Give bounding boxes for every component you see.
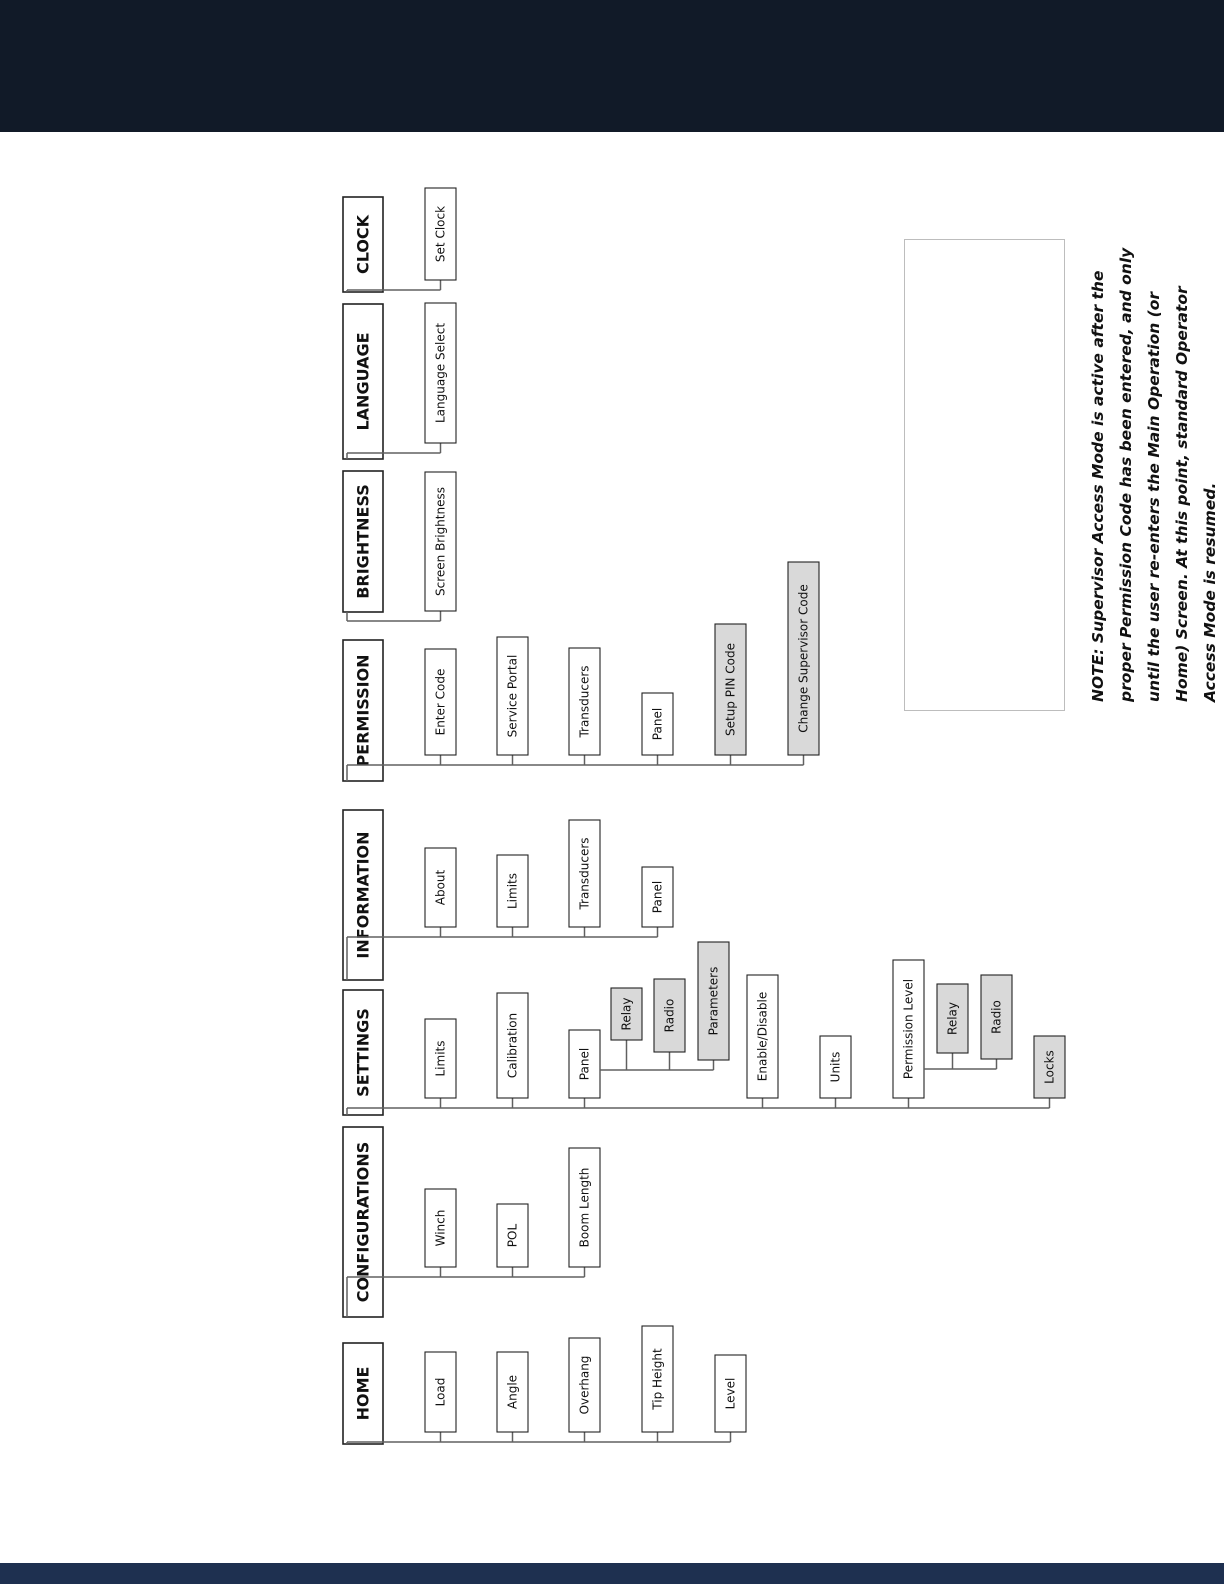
menu-item-brightness-screen-brightness: [425, 472, 456, 611]
menu-item-home-level-label: Level: [723, 1377, 738, 1410]
menu-header-settings-title: SETTINGS: [353, 1008, 373, 1097]
menu-item-configurations-pol: [497, 1204, 528, 1267]
menu-item-home-tip-height-label: Tip Height: [650, 1348, 665, 1410]
menu-item-home-overhang: [569, 1338, 600, 1432]
menu-header-permission-title: PERMISSION: [353, 654, 373, 767]
menu-item-language-language-select-label: Language Select: [433, 322, 448, 424]
note-line: until the user re-enters the Main Operation (or: [1145, 291, 1163, 702]
menu-item-permission-transducers-label: Transducers: [577, 665, 592, 738]
menu-item-information-panel: [642, 867, 673, 927]
note-line: Access Mode is resumed.: [1201, 482, 1219, 702]
menu-item-permission-service-portal: [497, 637, 528, 755]
menu-header-configurations: [343, 1127, 383, 1317]
menu-item-permission-service-portal-label: Service Portal: [505, 654, 520, 738]
menu-item-permission-enter-code: [425, 649, 456, 755]
menu-item-clock-set-clock-label: Set Clock: [433, 205, 448, 263]
menu-item-settings-calibration: [497, 993, 528, 1098]
menu-item-home-angle: [497, 1352, 528, 1432]
menu-item-configurations-boom-length: [569, 1148, 600, 1267]
menu-item-home-level: [715, 1355, 746, 1432]
menu-header-information-title: INFORMATION: [353, 831, 373, 959]
submenu-item-permission-level-radio: [981, 975, 1012, 1059]
menu-item-settings-enable-disable: [747, 975, 778, 1098]
menu-header-language: [343, 304, 383, 459]
menu-header-information: [343, 810, 383, 980]
menu-item-settings-panel-label: Panel: [577, 1047, 592, 1081]
submenu-item-panel-parameters: [698, 942, 729, 1060]
menu-item-permission-setup-pin-code-label: Setup PIN Code: [723, 642, 738, 737]
menu-item-information-panel-label: Panel: [650, 880, 665, 914]
menu-item-permission-panel-label: Panel: [650, 707, 665, 741]
menu-item-configurations-boom-length-label: Boom Length: [577, 1167, 592, 1248]
menu-header-clock-title: CLOCK: [353, 214, 373, 275]
menu-header-settings: [343, 990, 383, 1115]
submenu-item-permission-level-relay-label: Relay: [945, 1002, 960, 1035]
menu-item-information-about: [425, 848, 456, 927]
bottom-banner: [0, 1563, 1224, 1584]
note-text: [1084, 246, 1224, 702]
menu-item-permission-setup-pin-code: [715, 624, 746, 755]
menu-item-settings-locks-label: Locks: [1042, 1050, 1057, 1084]
menu-header-language-title: LANGUAGE: [353, 332, 373, 431]
menu-header-clock: [343, 197, 383, 292]
menu-item-home-load-label: Load: [433, 1377, 448, 1407]
menu-header-home: [343, 1343, 383, 1444]
menu-header-configurations-title: CONFIGURATIONS: [353, 1141, 373, 1303]
note-line: proper Permission Code has been entered, and only: [1117, 247, 1135, 702]
note-line: NOTE: Supervisor Access Mode is active after the: [1089, 270, 1107, 702]
menu-item-clock-set-clock: [425, 188, 456, 280]
menu-item-permission-transducers: [569, 648, 600, 755]
menu-item-information-transducers: [569, 820, 600, 927]
menu-item-settings-panel: [569, 1030, 600, 1098]
menu-item-permission-enter-code-label: Enter Code: [433, 668, 448, 736]
menu-item-information-limits-label: Limits: [505, 873, 520, 909]
note-line: Home) Screen. At this point, standard Operator: [1173, 286, 1191, 702]
menu-item-permission-change-supervisor-code: [788, 562, 819, 755]
menu-item-configurations-winch: [425, 1189, 456, 1267]
menu-item-configurations-winch-label: Winch: [433, 1209, 448, 1247]
note-box: [904, 239, 1065, 711]
menu-item-home-angle-label: Angle: [505, 1374, 520, 1410]
submenu-item-permission-level-radio-label: Radio: [989, 1000, 1004, 1034]
menu-item-information-limits: [497, 855, 528, 927]
submenu-item-panel-radio: [654, 979, 685, 1052]
menu-item-configurations-pol-label: POL: [505, 1223, 520, 1248]
menu-item-settings-units-label: Units: [828, 1051, 843, 1083]
menu-item-home-load: [425, 1352, 456, 1432]
menu-item-settings-calibration-label: Calibration: [505, 1012, 520, 1079]
menu-item-permission-panel: [642, 693, 673, 755]
menu-item-settings-permission-level-label: Permission Level: [901, 978, 916, 1080]
menu-item-information-about-label: About: [433, 869, 448, 906]
menu-item-home-tip-height: [642, 1326, 673, 1432]
menu-item-brightness-screen-brightness-label: Screen Brightness: [433, 487, 448, 596]
menu-item-settings-units: [820, 1036, 851, 1098]
menu-header-brightness-title: BRIGHTNESS: [353, 484, 373, 599]
menu-item-settings-enable-disable-label: Enable/Disable: [755, 991, 770, 1082]
submenu-item-panel-relay-label: Relay: [619, 997, 634, 1031]
menu-header-home-title: HOME: [353, 1366, 373, 1421]
menu-item-information-transducers-label: Transducers: [577, 837, 592, 910]
menu-item-permission-change-supervisor-code-label: Change Supervisor Code: [796, 584, 811, 733]
menu-item-home-overhang-label: Overhang: [577, 1355, 592, 1415]
menu-item-language-language-select: [425, 303, 456, 443]
submenu-item-permission-level-relay: [937, 984, 968, 1053]
menu-item-settings-limits-label: Limits: [433, 1040, 448, 1077]
menu-header-brightness: [343, 471, 383, 612]
menu-header-permission: [343, 640, 383, 781]
submenu-item-panel-radio-label: Radio: [662, 998, 677, 1033]
menu-item-settings-locks: [1034, 1036, 1065, 1098]
menu-item-settings-permission-level: [893, 960, 924, 1098]
submenu-item-panel-parameters-label: Parameters: [706, 966, 721, 1036]
submenu-item-panel-relay: [611, 988, 642, 1040]
menu-item-settings-limits: [425, 1019, 456, 1098]
